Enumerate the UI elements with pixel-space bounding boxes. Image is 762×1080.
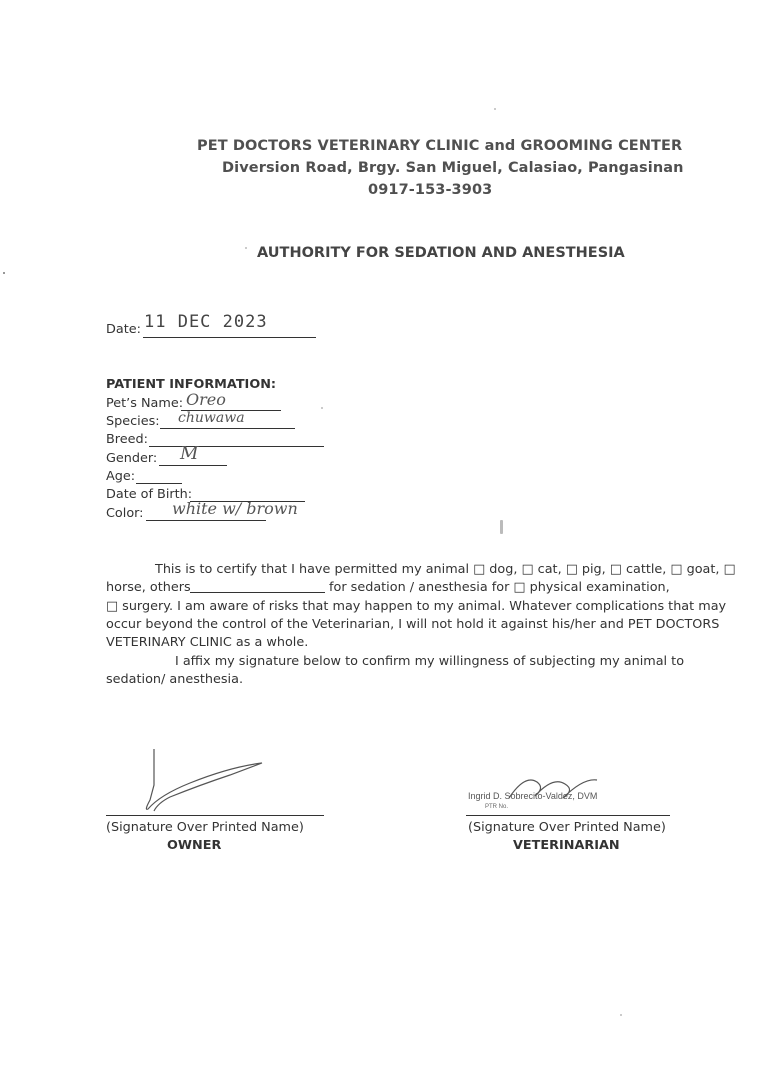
affix-line-2: sedation/ anesthesia.: [106, 672, 244, 687]
gender-label: Gender:: [106, 451, 158, 466]
age-line: [136, 483, 182, 484]
scan-speck: [500, 520, 503, 534]
patient-section-title: PATIENT INFORMATION:: [106, 377, 277, 392]
vet-caption: (Signature Over Printed Name): [468, 820, 666, 835]
scan-speck: [494, 108, 496, 110]
species-line: [160, 428, 295, 429]
others-line: [190, 592, 325, 593]
form-title: AUTHORITY FOR SEDATION AND ANESTHESIA: [257, 245, 625, 261]
affix-line-1: I affix my signature below to confirm my willingness of subjecting my animal to: [175, 654, 685, 669]
gender-value: M: [180, 443, 199, 464]
cert-line-1: This is to certify that I have permitted my animal □ dog, □ cat, □ pig, □ cattle, □ goat, □: [155, 562, 736, 577]
scan-speck: [620, 1014, 622, 1016]
owner-role: OWNER: [167, 838, 222, 853]
scan-speck: [3, 272, 5, 274]
color-line: [146, 520, 266, 521]
vet-printed-name: Ingrid D. Sobrecito-Valdez, DVM: [468, 791, 598, 801]
breed-line: [149, 446, 324, 447]
clinic-name: PET DOCTORS VETERINARY CLINIC and GROOMING CENTER: [197, 138, 683, 154]
vet-role: VETERINARIAN: [513, 838, 620, 853]
gender-line: [159, 465, 227, 466]
clinic-address: Diversion Road, Brgy. San Miguel, Calasiao, Pangasinan: [222, 160, 684, 176]
pet-name-label: Pet’s Name:: [106, 396, 184, 411]
scan-speck: [321, 407, 323, 409]
vet-signature-line: [466, 815, 670, 816]
cert-line-2b: for sedation / anesthesia for □ physical examination,: [329, 580, 670, 595]
species-label: Species:: [106, 414, 160, 429]
dob-label: Date of Birth:: [106, 487, 193, 502]
vet-license: PTR No.: [485, 804, 509, 810]
date-line: [143, 337, 316, 338]
species-value: chuwawa: [178, 410, 245, 426]
color-value: white w/ brown: [172, 499, 298, 518]
date-label: Date:: [106, 322, 141, 337]
owner-signature-line: [106, 815, 324, 816]
owner-signature-scribble: [130, 745, 270, 820]
pet-name-value: Oreo: [186, 390, 226, 409]
cert-line-5: VETERINARY CLINIC as a whole.: [106, 635, 309, 650]
color-label: Color:: [106, 506, 144, 521]
owner-caption: (Signature Over Printed Name): [106, 820, 304, 835]
cert-line-2a: horse, others: [106, 580, 191, 595]
date-value: 11 DEC 2023: [144, 312, 268, 332]
breed-label: Breed:: [106, 432, 148, 447]
age-label: Age:: [106, 469, 136, 484]
vet-signature-scribble: [505, 768, 600, 808]
cert-line-4: occur beyond the control of the Veterinarian, I will not hold it against his/her and PET DOCTORS: [106, 617, 720, 632]
scan-speck: [245, 247, 247, 249]
clinic-phone: 0917-153-3903: [368, 182, 493, 198]
cert-line-3: □ surgery. I am aware of risks that may happen to my animal. Whatever complications that may: [106, 599, 727, 614]
